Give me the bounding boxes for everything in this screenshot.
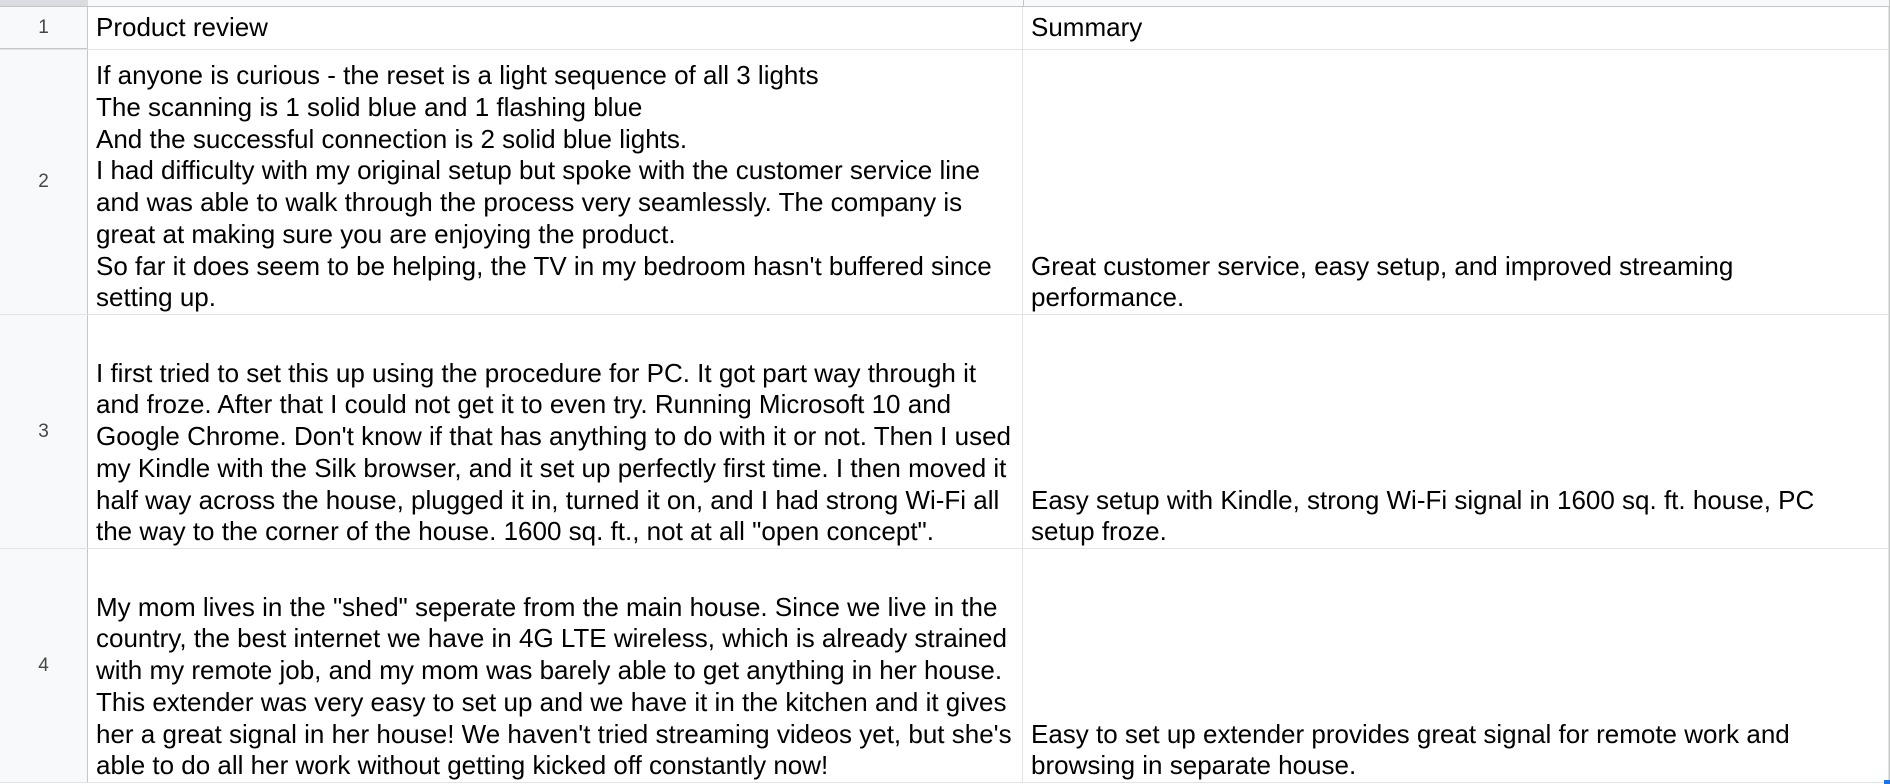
cell-text: I first tried to set this up using the procedure for PC. It got part way through it and froze. After that I could not get it to even try. Running Microsoft 10 and Google Chrome. Don't know if that has anything to do with it or not. Then I used my Kindle with the Silk browser, and it set up perfectly first time. I then moved it half way across the house, plugged it in, turned it on, and I had strong Wi-Fi all the way to the corner of the house. 1600 sq. ft., not at all "open concept". [96, 357, 1019, 547]
column-divider[interactable] [1023, 0, 1024, 7]
cell-summary[interactable] [1023, 7, 1889, 49]
cell-product-review[interactable] [88, 7, 1023, 49]
row-header[interactable]: 2 [0, 50, 88, 314]
cell-product-review[interactable] [88, 50, 1023, 314]
cell-text: Easy to set up extender provides great signal for remote work and browsing in separate house. [1031, 718, 1797, 781]
cell-text: Great customer service, easy setup, and improved streaming performance. [1031, 250, 1741, 313]
table-row [0, 7, 1890, 50]
row-header[interactable]: 1 [0, 7, 88, 49]
column-header-strip [0, 0, 1890, 7]
cell-summary[interactable] [1023, 549, 1889, 782]
row-header[interactable]: 4 [0, 549, 88, 782]
table-row [0, 549, 1890, 783]
row-header[interactable]: 3 [0, 315, 88, 548]
cell-text: My mom lives in the "shed" seperate from the main house. Since we live in the country, the best internet we have in 4G LTE wireless, which is already strained with my remote job, and my mom was barely able to get anything in her house. This extender was very easy to set up and we have it in the kitchen and it gives her a great signal in her house! We haven't tried streaming videos yet, but she's able to do all her work without getting kicked off constantly now! [96, 591, 1019, 781]
table-row [0, 315, 1890, 549]
selection-marker [1884, 780, 1890, 784]
cell-text: If anyone is curious - the reset is a light sequence of all 3 lights The scanning is 1 solid blue and 1 flashing blue And the successful connection is 2 solid blue lights. I had difficulty with my original setup but spoke with the customer service line and was able to walk through the process very seamlessly. The company is great at making sure you are enjoying the product. So far it does seem to be helping, the TV in my bedroom hasn't buffered since setting up. [96, 60, 992, 313]
cell-text: Easy setup with Kindle, strong Wi-Fi signal in 1600 sq. ft. house, PC setup froze. [1031, 484, 1822, 547]
cell-product-review[interactable] [88, 315, 1023, 548]
cell-summary[interactable] [1023, 315, 1889, 548]
cell-text: Product review [96, 12, 268, 43]
select-all-corner[interactable] [0, 0, 88, 6]
table-row [0, 50, 1890, 315]
cell-text: Summary [1031, 12, 1143, 43]
cell-summary[interactable] [1023, 50, 1889, 314]
cell-product-review[interactable] [88, 549, 1023, 782]
